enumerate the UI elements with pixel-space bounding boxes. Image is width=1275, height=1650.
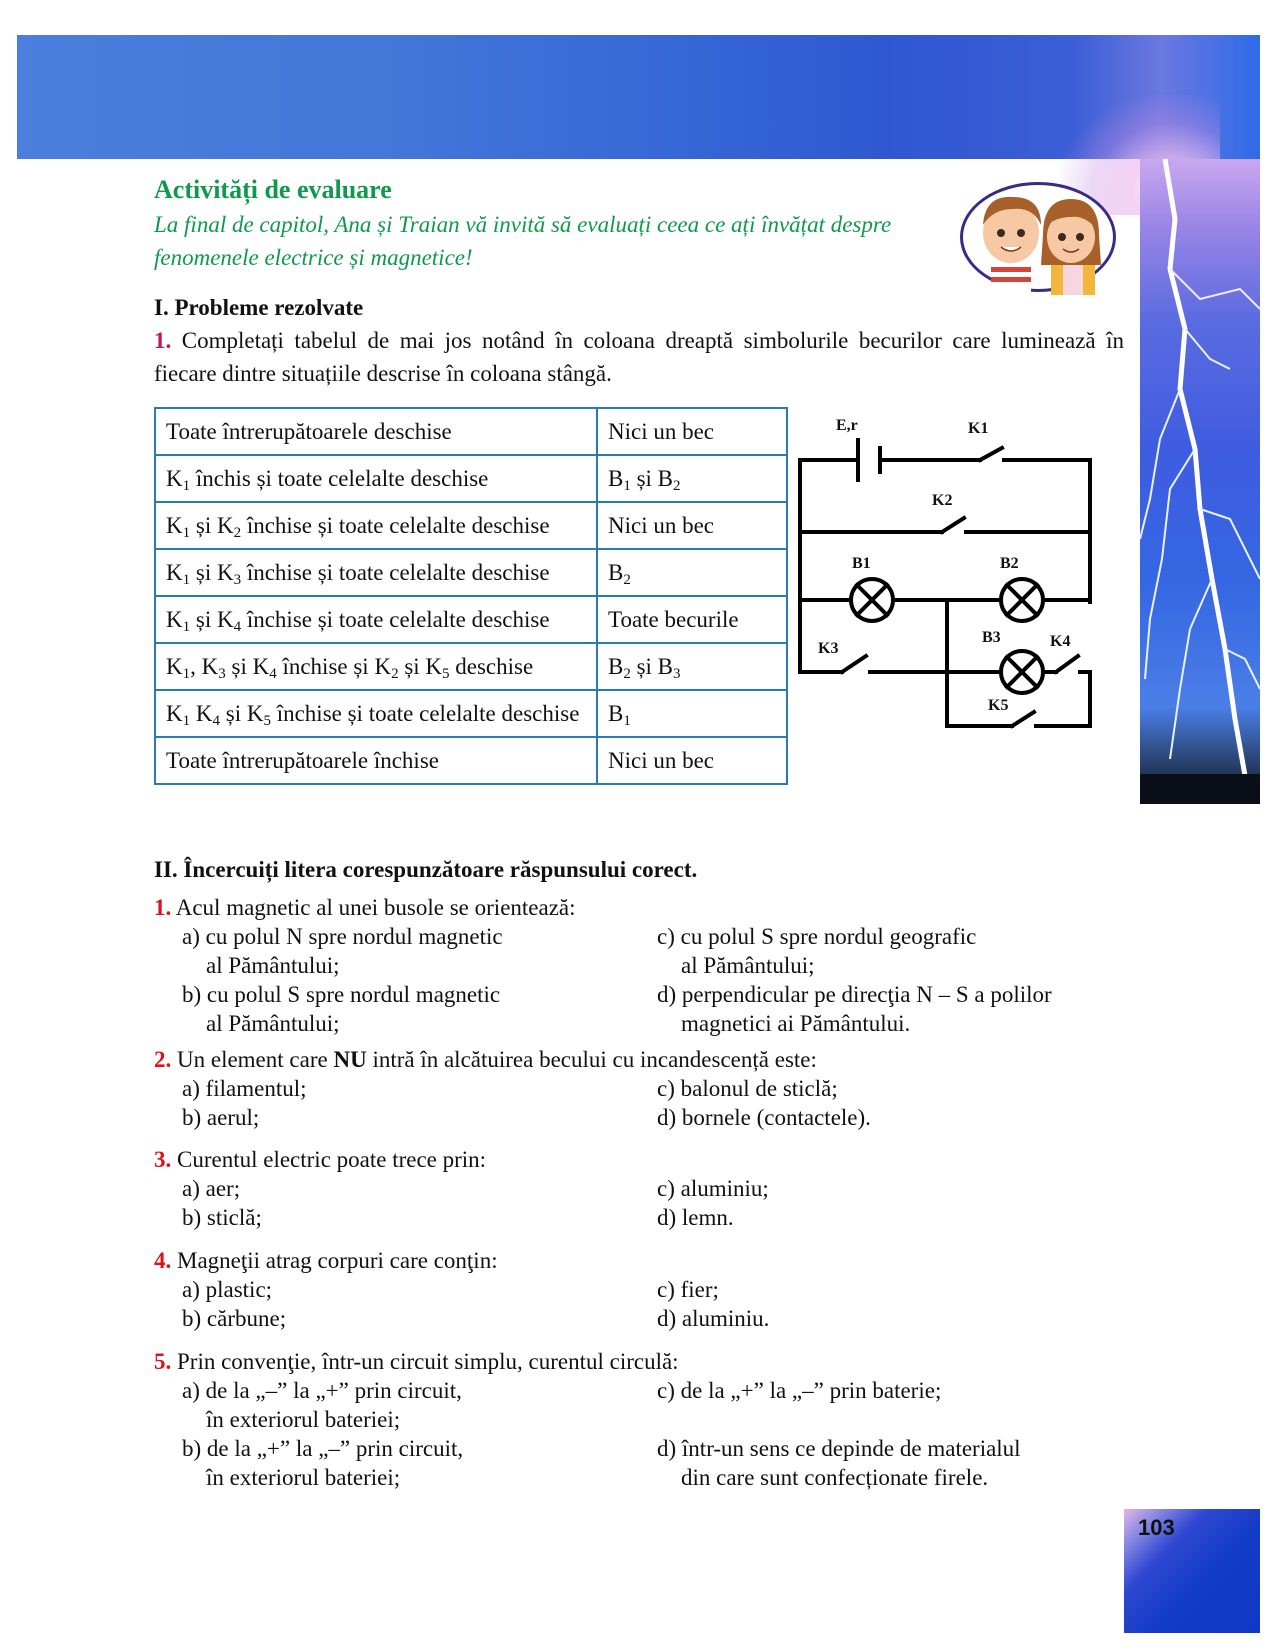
- option-b[interactable]: b) cărbune;: [182, 1306, 287, 1331]
- result-cell: $B_1$ și $B_2$: [597, 455, 787, 502]
- question-number: 2.: [154, 1047, 172, 1072]
- label-b2: B2: [1000, 555, 1019, 572]
- option-d[interactable]: d) perpendicular pe direcţia N – S a polilor magnetici ai Pământului.: [657, 982, 1052, 1036]
- option-a[interactable]: a) aer;: [182, 1176, 241, 1201]
- label-source: E,r: [836, 417, 858, 434]
- option-b[interactable]: b) cu polul S spre nordul magnetic al Pământului;: [182, 982, 501, 1036]
- option-c[interactable]: c) fier;: [657, 1277, 719, 1302]
- intro-text: La final de capitol, Ana și Traian vă invită să evaluați ceea ce ați învățat despre fenomenele electrice și magnetice!: [154, 212, 892, 270]
- option-d[interactable]: d) aluminiu.: [657, 1306, 770, 1331]
- page-number: 103: [1138, 1515, 1175, 1540]
- result-cell: Nici un bec: [597, 502, 787, 549]
- question-number: 1.: [154, 328, 172, 353]
- option-a[interactable]: a) cu polul N spre nordul magnetic al Pământului;: [182, 924, 503, 978]
- question-number: 5.: [154, 1349, 172, 1374]
- result-cell: $B_2$ și $B_3$: [597, 643, 787, 690]
- question-3: 3. Curentul electric poate trece prin: a) aer; c) aluminiu; b) sticlă; d) lemn.: [154, 1145, 1114, 1232]
- question-5: 5. Prin convenţie, într-un circuit simplu, curentul circulă: a) de la „–” la „+” prin circuit, în exteriorul bateriei; c) de la „+” la „–” prin baterie; b) de la „+” la „–” prin circuit, în exteriorul bateriei; d) într-un sens ce depinde de materialul din care sunt confecționate firele.: [154, 1347, 1114, 1492]
- question-1: [154, 893, 1114, 1038]
- option-a[interactable]: a) filamentul;: [182, 1076, 307, 1101]
- question-text: Completați tabelul de mai jos notând în coloana dreaptă simbolurile becurilor care luminează în fiecare dintre situațiile descrise în coloana stângă.: [154, 328, 1124, 386]
- question-2: 2. Un element care NU intră în alcătuirea becului cu incandescență este: a) filamentul; c) balonul de sticlă; b) aerul; d) bornele (contactele).: [154, 1045, 1114, 1132]
- table-row: [155, 549, 787, 596]
- page-title: Activități de evaluare: [154, 175, 392, 204]
- situation-cell: $K_1$ și $K_4$ închise și toate celelalte deschise: [155, 596, 597, 643]
- table-row: [155, 690, 787, 737]
- children-avatar-icon: [963, 185, 1113, 289]
- situation-cell: $K_1$, $K_3$ și $K_4$ închise și $K_2$ și $K_5$ deschise: [155, 643, 597, 690]
- table-row: [155, 502, 787, 549]
- situation-cell: $K_1$ și $K_3$ închise și toate celelalte deschise: [155, 549, 597, 596]
- section-1-question: [154, 324, 1124, 390]
- situation-cell: $K_1$ închis și toate celelalte deschise: [155, 455, 597, 502]
- question-number: 3.: [154, 1147, 172, 1172]
- situation-cell: $K_1$ și $K_2$ închise și toate celelalte deschise: [155, 502, 597, 549]
- option-c[interactable]: c) balonul de sticlă;: [657, 1076, 838, 1101]
- label-k3: K3: [818, 640, 839, 657]
- result-cell: Toate becurile: [597, 596, 787, 643]
- header-banner: [17, 35, 1260, 159]
- table-row: [155, 596, 787, 643]
- result-cell: $B_2$: [597, 549, 787, 596]
- option-c[interactable]: c) cu polul S spre nordul geografic al Pământului;: [657, 924, 977, 978]
- option-d[interactable]: d) lemn.: [657, 1205, 734, 1230]
- kids-illustration: [960, 182, 1116, 292]
- label-k1: K1: [968, 420, 989, 437]
- label-b3: B3: [982, 629, 1001, 646]
- question-number: 4.: [154, 1248, 172, 1273]
- question-stem: Acul magnetic al unei busole se orientează:: [175, 895, 576, 920]
- table-row: [155, 737, 787, 784]
- result-cell: Nici un bec: [597, 408, 787, 455]
- situation-cell: Toate întrerupătoarele închise: [155, 737, 597, 784]
- page-number-box: [1124, 1509, 1260, 1633]
- section-2-heading: II. Încercuiți litera corespunzătoare răspunsului corect.: [154, 857, 698, 882]
- label-k5: K5: [988, 697, 1009, 714]
- label-k4: K4: [1050, 633, 1071, 650]
- option-c[interactable]: c) de la „+” la „–” prin baterie;: [657, 1378, 942, 1403]
- lightning-bolt-icon: [1140, 159, 1260, 804]
- option-a[interactable]: a) plastic;: [182, 1277, 273, 1302]
- option-d[interactable]: d) bornele (contactele).: [657, 1105, 871, 1130]
- label-k2: K2: [932, 492, 953, 509]
- table-row: [155, 455, 787, 502]
- label-b1: B1: [852, 555, 871, 572]
- result-cell: Nici un bec: [597, 737, 787, 784]
- answers-table: [154, 407, 788, 785]
- section-1-heading: I. Probleme rezolvate: [154, 295, 364, 320]
- emphasis-nu: NU: [333, 1047, 367, 1072]
- question-4: 4. Magneţii atrag corpuri care conţin: a) plastic; c) fier; b) cărbune; d) aluminiu.: [154, 1246, 1114, 1333]
- lightning-image: [1140, 159, 1260, 804]
- option-b[interactable]: b) aerul;: [182, 1105, 260, 1130]
- option-a[interactable]: a) de la „–” la „+” prin circuit, în exteriorul bateriei;: [182, 1378, 462, 1432]
- result-cell: $B_1$: [597, 690, 787, 737]
- circuit-diagram: [800, 417, 1110, 740]
- option-b[interactable]: b) de la „+” la „–” prin circuit, în exteriorul bateriei;: [182, 1436, 464, 1490]
- table-row: [155, 643, 787, 690]
- option-b[interactable]: b) sticlă;: [182, 1205, 262, 1230]
- question-number: 1.: [154, 895, 172, 920]
- option-c[interactable]: c) aluminiu;: [657, 1176, 769, 1201]
- situation-cell: $K_1$ $K_4$ și $K_5$ închise și toate celelalte deschise: [155, 690, 597, 737]
- situation-cell: Toate întrerupătoarele deschise: [155, 408, 597, 455]
- table-row: [155, 408, 787, 455]
- option-d[interactable]: d) într-un sens ce depinde de materialul din care sunt confecționate firele.: [657, 1436, 1021, 1490]
